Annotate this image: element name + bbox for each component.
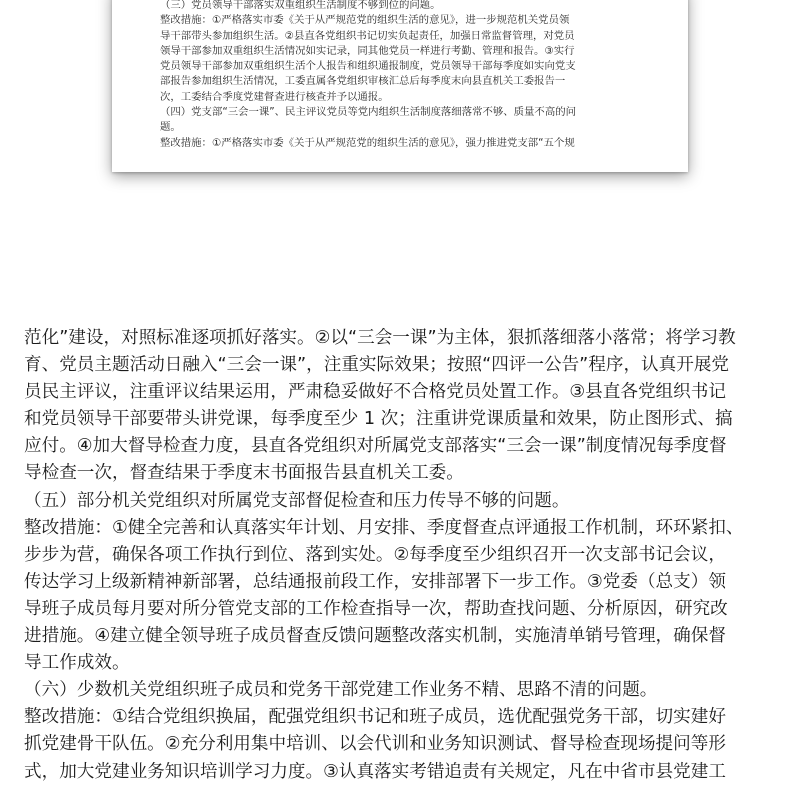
preview-line: （三）党员领导干部落实双重组织生活制度不够到位的问题。 [160, 0, 441, 11]
body-line: 导班子成员每月要对所分管党支部的工作检查指导一次，帮助查找问题、分析原因，研究改 [24, 598, 728, 619]
page-preview-card[interactable] [112, 0, 688, 172]
preview-line: （四）党支部“三会一课”、民主评议党员等党内组织生活制度落细落常不够、质量不高的问 [160, 106, 576, 119]
page-preview-text [160, 0, 650, 151]
section-heading: （六）少数机关党组织班子成员和党务干部党建工作业务不精、思路不清的问题。 [24, 680, 658, 701]
preview-line: 题。 [160, 121, 181, 134]
preview-line: 整改措施：①严格落实市委《关于从严规范党的组织生活的意见》，强力推进党支部“五个规 [160, 136, 575, 149]
body-line: 进措施。④建立健全领导班子成员督查反馈问题整改落实机制，实施清单销号管理，确保督 [24, 626, 726, 647]
preview-line: 领导干部参加双重组织生活情况如实记录，同其他党员一样进行考勤、管理和报告。③实行 [160, 44, 575, 57]
body-line: 导检查一次，督查结果于季度末书面报告县直机关工委。 [24, 463, 464, 484]
body-line: 员民主评议，注重评议结果运用，严肃稳妥做好不合格党员处置工作。③县直各党组织书记 [24, 382, 726, 403]
body-line: 抓党建骨干队伍。②充分利用集中培训、以会代训和业务知识测试、督导检查现场提问等形 [24, 734, 726, 755]
body-line: 整改措施：①健全完善和认真落实年计划、月安排、季度督查点评通报工作机制，环环紧扣、 [24, 517, 744, 538]
preview-line: 整改措施：①严格落实市委《关于从严规范党的组织生活的意见》，进一步规范机关党员领 [160, 14, 570, 27]
body-line: 整改措施：①结合党组织换届，配强党组织书记和班子成员，选优配强党务干部，切实建好 [24, 707, 726, 728]
body-line: 传达学习上级新精神新部署，总结通报前段工作，安排部署下一步工作。③党委（总支）领 [24, 571, 726, 592]
body-line: 导工作成效。 [24, 653, 130, 674]
section-heading: （五）部分机关党组织对所属党支部督促检查和压力传导不够的问题。 [24, 490, 570, 511]
preview-line: 部报告参加组织生活情况，工委直属各党组织审核汇总后每季度末向县直机关工委报告一 [160, 75, 566, 88]
body-line: 和党员领导干部要带头讲党课，每季度至少 1 次；注重讲党课质量和效果，防止图形式、搞 [24, 409, 733, 430]
body-line: 育、党员主题活动日融入“三会一课”，注重实际效果；按照“四评一公告”程序，认真开展党 [24, 355, 730, 376]
document-body [24, 325, 784, 786]
preview-line: 导干部带头参加组织生活。②县直各党组织书记切实负起责任，加强日常监督管理，对党员 [160, 29, 575, 42]
preview-line: 党员领导干部参加双重组织生活个人报告和组织通报制度，党员领导干部每季度如实向党支 [160, 60, 576, 73]
body-line: 步步为营，确保各项工作执行到位、落到实处。②每季度至少组织召开一次支部书记会议， [24, 544, 726, 565]
body-line: 式，加大党建业务知识培训学习力度。③认真落实考错追责有关规定，凡在中省市县党建工 [24, 761, 726, 782]
body-line: 范化”建设，对照标准逐项抓好落实。②以“三会一课”为主体，狠抓落细落小落常；将学习教 [24, 328, 736, 348]
preview-line: 次，工委结合季度党建督查进行核查并予以通报。 [160, 90, 389, 103]
body-line: 应付。④加大督导检查力度，县直各党组织对所属党支部落实“三会一课”制度情况每季度督 [24, 436, 727, 457]
